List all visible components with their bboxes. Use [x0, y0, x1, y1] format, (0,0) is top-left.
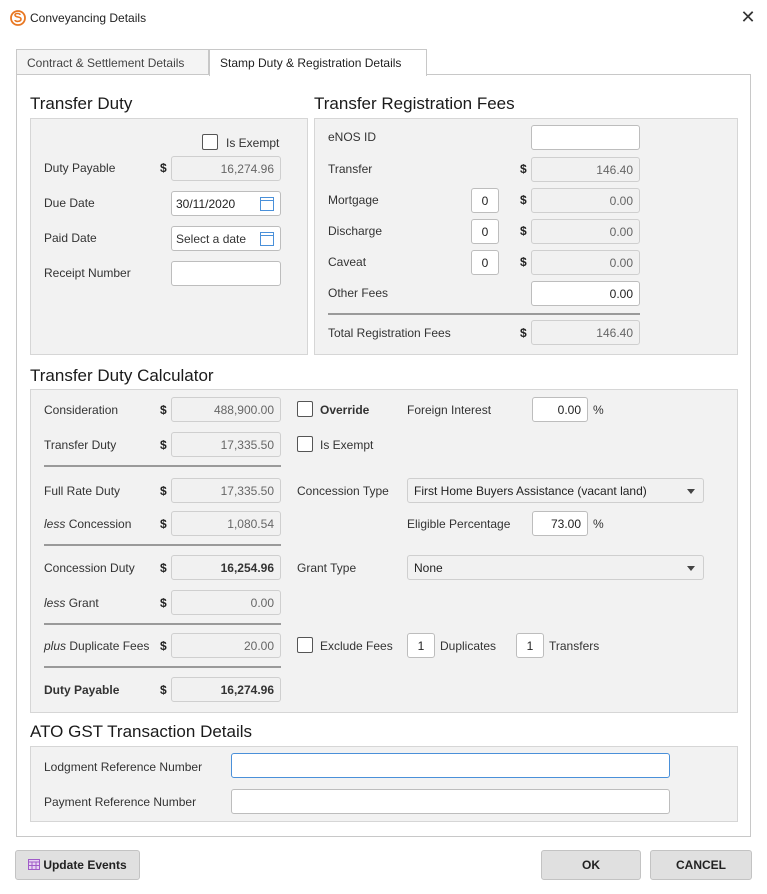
dollar-sign: $	[160, 403, 167, 417]
grant-type-label: Grant Type	[297, 561, 357, 575]
receipt-number-label: Receipt Number	[44, 266, 131, 280]
other-fees-input[interactable]: 0.00	[531, 281, 640, 306]
due-date-picker[interactable]	[171, 191, 281, 216]
dollar-sign: $	[160, 517, 167, 531]
duplicate-fees-field: 20.00	[171, 633, 281, 658]
transfer-duty-heading: Transfer Duty	[30, 94, 133, 113]
grant-type-value: None	[414, 561, 443, 575]
full-rate-duty-field: 17,335.50	[171, 478, 281, 503]
window-title: Conveyancing Details	[30, 11, 147, 25]
concession-type-label: Concession Type	[297, 484, 389, 498]
payment-reference-input[interactable]	[231, 789, 670, 814]
dollar-sign: $	[520, 326, 527, 340]
calculator-box	[30, 389, 738, 713]
foreign-interest-label: Foreign Interest	[407, 403, 492, 417]
calc-duty-payable-label: Duty Payable	[44, 683, 120, 697]
divider	[44, 623, 281, 625]
concession-word: Concession	[68, 517, 132, 531]
transfer-fee-label: Transfer	[328, 162, 373, 176]
eligible-percentage-label: Eligible Percentage	[407, 517, 511, 531]
less-concession-field: 1,080.54	[171, 511, 281, 536]
calendar-icon	[28, 858, 40, 870]
caveat-count-input[interactable]: 0	[471, 250, 499, 275]
mortgage-label: Mortgage	[328, 193, 379, 207]
grant-type-select[interactable]	[407, 555, 704, 580]
divider	[44, 666, 281, 668]
divider	[44, 465, 281, 467]
tab-contract-settlement[interactable]: Contract & Settlement Details	[16, 49, 209, 75]
update-events-label: Update Events	[43, 858, 127, 872]
discharge-fee-field: 0.00	[531, 219, 640, 244]
chevron-down-icon	[687, 566, 695, 571]
plus-duplicate-fees-label	[44, 639, 149, 653]
caveat-fee-field: 0.00	[531, 250, 640, 275]
chevron-down-icon	[687, 489, 695, 494]
ato-gst-heading: ATO GST Transaction Details	[30, 722, 253, 741]
percent-sign: %	[593, 403, 604, 417]
dollar-sign: $	[520, 224, 527, 238]
percent-sign: %	[593, 517, 604, 531]
other-fees-label: Other Fees	[328, 286, 389, 300]
dollar-sign: $	[520, 162, 527, 176]
mortgage-count-input[interactable]: 0	[471, 188, 499, 213]
duplicates-label: Duplicates	[440, 639, 497, 653]
exclude-fees-label: Exclude Fees	[320, 639, 393, 653]
total-registration-fees-field: 146.40	[531, 320, 640, 345]
concession-duty-field: 16,254.96	[171, 555, 281, 580]
enos-id-label: eNOS ID	[328, 130, 377, 144]
divider	[44, 544, 281, 546]
paid-date-placeholder: Select a date	[176, 232, 247, 246]
paid-date-picker[interactable]	[171, 226, 281, 251]
duty-payable-field: 16,274.96	[171, 156, 281, 181]
is-exempt-label: Is Exempt	[226, 136, 280, 150]
dollar-sign: $	[160, 484, 167, 498]
eligible-percentage-input[interactable]: 73.00	[532, 511, 588, 536]
dollar-sign: $	[160, 561, 167, 575]
plus-prefix: plus	[44, 639, 67, 653]
consideration-label: Consideration	[44, 403, 119, 417]
receipt-number-input[interactable]	[171, 261, 281, 286]
dollar-sign: $	[160, 438, 167, 452]
is-exempt-checkbox[interactable]	[202, 134, 218, 150]
duplicates-count-input[interactable]: 1	[407, 633, 435, 658]
duplicate-fees-word: Duplicate Fees	[69, 639, 150, 653]
app-logo-icon	[10, 10, 26, 26]
discharge-label: Discharge	[328, 224, 383, 238]
calc-transfer-duty-field: 17,335.50	[171, 432, 281, 457]
calc-transfer-duty-label: Transfer Duty	[44, 438, 117, 452]
calc-duty-payable-field: 16,274.96	[171, 677, 281, 702]
concession-type-value: First Home Buyers Assistance (vacant land)	[414, 484, 647, 498]
grant-word: Grant	[68, 596, 99, 610]
dollar-sign: $	[160, 683, 167, 697]
lodgment-reference-input[interactable]	[231, 753, 670, 778]
due-date-value: 30/11/2020	[176, 197, 236, 211]
transfer-fee-field: 146.40	[531, 157, 640, 182]
caveat-label: Caveat	[328, 255, 367, 269]
total-registration-fees-label: Total Registration Fees	[328, 326, 451, 340]
consideration-field: 488,900.00	[171, 397, 281, 422]
calculator-heading: Transfer Duty Calculator	[30, 366, 214, 385]
discharge-count-input[interactable]: 0	[471, 219, 499, 244]
dollar-sign: $	[520, 193, 527, 207]
calendar-icon[interactable]	[260, 232, 274, 246]
enos-id-input[interactable]	[531, 125, 640, 150]
calendar-icon[interactable]	[260, 197, 274, 211]
tab-stamp-duty-registration[interactable]: Stamp Duty & Registration Details	[209, 49, 427, 76]
dollar-sign: $	[520, 255, 527, 269]
update-events-button[interactable]	[15, 850, 140, 880]
cancel-button[interactable]: CANCEL	[650, 850, 752, 880]
duty-payable-label: Duty Payable	[44, 161, 116, 175]
transfers-count-input[interactable]: 1	[516, 633, 544, 658]
ok-button[interactable]: OK	[541, 850, 641, 880]
less-prefix: less	[44, 596, 66, 610]
concession-duty-label: Concession Duty	[44, 561, 135, 575]
due-date-label: Due Date	[44, 196, 95, 210]
close-icon[interactable]: ✕	[740, 7, 756, 27]
override-label: Override	[320, 403, 370, 417]
lodgment-reference-label: Lodgment Reference Number	[44, 760, 203, 774]
dollar-sign: $	[160, 639, 167, 653]
payment-reference-label: Payment Reference Number	[44, 795, 197, 809]
override-checkbox[interactable]	[297, 401, 313, 417]
less-grant-label	[44, 596, 99, 610]
foreign-interest-input[interactable]: 0.00	[532, 397, 588, 422]
registration-fees-heading: Transfer Registration Fees	[314, 94, 515, 113]
full-rate-duty-label: Full Rate Duty	[44, 484, 121, 498]
dollar-sign: $	[160, 596, 167, 610]
less-grant-field: 0.00	[171, 590, 281, 615]
divider	[328, 313, 640, 315]
less-concession-label	[44, 517, 131, 531]
dollar-sign: $	[160, 161, 167, 175]
paid-date-label: Paid Date	[44, 231, 97, 245]
exclude-fees-checkbox[interactable]	[297, 637, 313, 653]
calc-is-exempt-checkbox[interactable]	[297, 436, 313, 452]
transfers-label: Transfers	[549, 639, 600, 653]
mortgage-fee-field: 0.00	[531, 188, 640, 213]
concession-type-select[interactable]	[407, 478, 704, 503]
less-prefix: less	[44, 517, 66, 531]
calc-is-exempt-label: Is Exempt	[320, 438, 374, 452]
